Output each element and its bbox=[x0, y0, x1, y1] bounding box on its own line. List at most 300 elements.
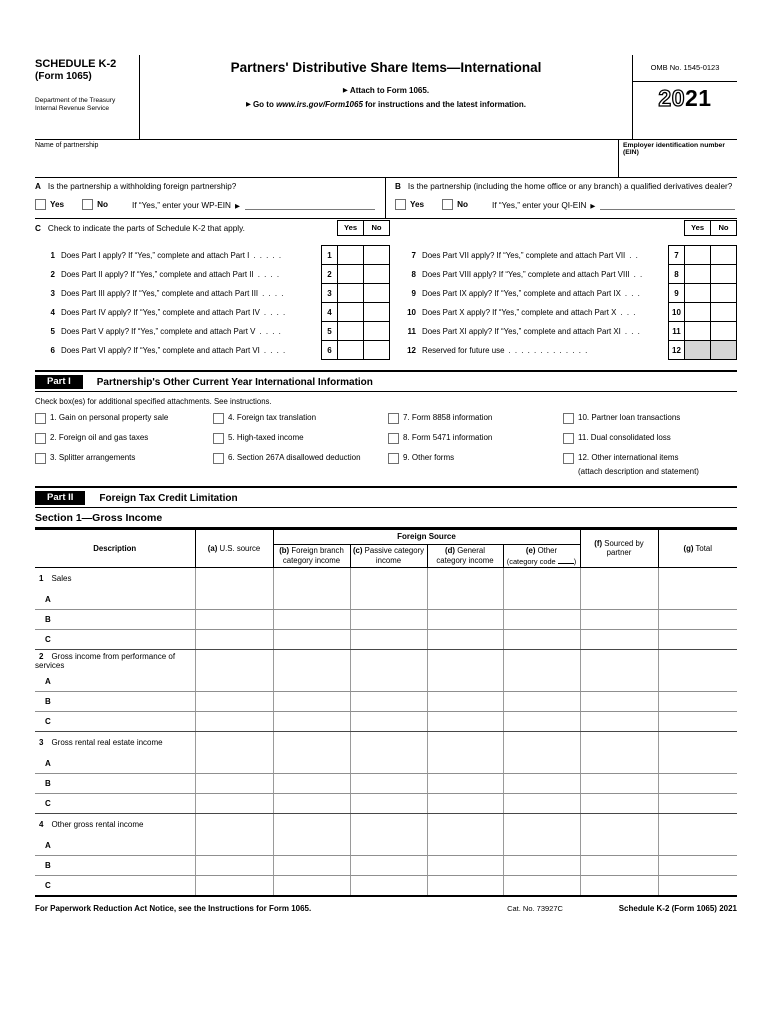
form-number: (Form 1065) bbox=[35, 70, 92, 82]
grid-cell[interactable] bbox=[273, 629, 350, 649]
no-cell[interactable] bbox=[711, 245, 737, 265]
question-a-no: No bbox=[82, 199, 108, 210]
question-text: Does Part X apply? If “Yes,” complete and attach Part X . . . bbox=[422, 307, 637, 317]
grid-cell[interactable] bbox=[503, 773, 580, 793]
grid-cell[interactable] bbox=[580, 731, 658, 754]
attachment-checkbox-1: 1. Gain on personal property sale bbox=[35, 413, 213, 424]
grid-cell[interactable] bbox=[273, 649, 350, 672]
checkbox[interactable] bbox=[388, 433, 399, 444]
grid-cell[interactable] bbox=[195, 567, 273, 590]
no-checkbox[interactable] bbox=[82, 199, 93, 210]
question-text: Does Part I apply? If “Yes,” complete and attach Part I . . . . . bbox=[61, 250, 283, 260]
omb-year-block bbox=[632, 55, 737, 139]
col-header-description: Description bbox=[35, 530, 195, 568]
checkbox[interactable] bbox=[35, 433, 46, 444]
grid-cell[interactable] bbox=[658, 875, 737, 896]
question-b-text: Is the partnership (including the home office or any branch) a qualified derivatives dealer? bbox=[407, 182, 733, 191]
agency-lines bbox=[35, 97, 139, 114]
question-text: Does Part VII apply? If “Yes,” complete and attach Part VII . . bbox=[422, 250, 639, 260]
checkbox[interactable] bbox=[35, 413, 46, 424]
table-row-2C bbox=[35, 711, 737, 731]
question-text: Does Part III apply? If “Yes,” complete and attach Part III . . . . bbox=[61, 288, 285, 298]
grid-cell[interactable] bbox=[195, 629, 273, 649]
part-ii-title: Foreign Tax Credit Limitation bbox=[99, 492, 238, 504]
grid-cell[interactable] bbox=[580, 691, 658, 711]
omb-number: OMB No. 1545-0123 bbox=[633, 55, 737, 82]
grid-cell[interactable] bbox=[273, 711, 350, 731]
checkbox[interactable] bbox=[213, 453, 224, 464]
grid-cell[interactable] bbox=[427, 567, 503, 590]
grid-cell[interactable] bbox=[427, 672, 503, 692]
grid-cell[interactable] bbox=[195, 773, 273, 793]
wp-ein-prompt: If “Yes,” enter your WP-EIN bbox=[132, 201, 231, 210]
grid-cell[interactable] bbox=[503, 691, 580, 711]
grid-cell[interactable] bbox=[427, 609, 503, 629]
page-title: Partners' Distributive Share Items—International bbox=[230, 60, 542, 75]
grid-cell[interactable] bbox=[350, 691, 427, 711]
yes-cell[interactable] bbox=[338, 321, 364, 341]
grid-cell[interactable] bbox=[427, 773, 503, 793]
question-text: Does Part VIII apply? If “Yes,” complete and attach Part VIII . . bbox=[422, 269, 644, 279]
part-apply-row-2: 2 Does Part II apply? If “Yes,” complete and attach Part II . . . . 2 bbox=[35, 264, 390, 284]
table-row-3A bbox=[35, 754, 737, 774]
grid-cell[interactable] bbox=[658, 836, 737, 856]
table-row-1C bbox=[35, 629, 737, 649]
grid-cell[interactable] bbox=[580, 672, 658, 692]
grid-cell[interactable] bbox=[427, 875, 503, 896]
col-header-passive: (c) Passive category income bbox=[350, 545, 427, 568]
grid-cell[interactable] bbox=[503, 731, 580, 754]
row-label: B bbox=[35, 855, 195, 875]
row-number-box: 2 bbox=[321, 264, 338, 284]
arrow-right-icon: ▶ bbox=[234, 203, 240, 210]
grid-cell[interactable] bbox=[427, 691, 503, 711]
form-id-block bbox=[35, 55, 140, 139]
grid-cell[interactable] bbox=[503, 793, 580, 813]
gross-income-table bbox=[35, 529, 737, 897]
grid-cell[interactable] bbox=[350, 731, 427, 754]
no-cell[interactable] bbox=[364, 283, 390, 303]
grid-cell[interactable] bbox=[350, 609, 427, 629]
attachment-checkbox-6: 6. Section 267A disallowed deduction bbox=[213, 453, 388, 476]
table-row-3 bbox=[35, 731, 737, 754]
grid-cell[interactable] bbox=[427, 590, 503, 610]
part-i-body bbox=[35, 397, 737, 488]
col-header-sourced-by-partner: (f) Sourced by partner bbox=[580, 530, 658, 568]
row-number-box: 11 bbox=[668, 321, 685, 341]
grid-cell[interactable] bbox=[658, 773, 737, 793]
attachment-checkbox-5: 5. High-taxed income bbox=[213, 433, 388, 444]
question-c-letter: C bbox=[35, 224, 41, 233]
checkbox[interactable] bbox=[213, 433, 224, 444]
checkbox[interactable] bbox=[388, 453, 399, 464]
part-ii-bar bbox=[35, 488, 737, 508]
question-a bbox=[35, 178, 385, 218]
table-row-3B bbox=[35, 773, 737, 793]
yes-cell[interactable] bbox=[685, 283, 711, 303]
grid-cell[interactable] bbox=[503, 590, 580, 610]
arrow-right-icon: ▶ bbox=[245, 101, 251, 108]
grid-cell[interactable] bbox=[503, 649, 580, 672]
attachment-checkbox-2: 2. Foreign oil and gas taxes bbox=[35, 433, 213, 444]
table-row-4B bbox=[35, 855, 737, 875]
checkbox[interactable] bbox=[213, 413, 224, 424]
grid-cell[interactable] bbox=[503, 875, 580, 896]
attachment-checkbox-9: 9. Other forms bbox=[388, 453, 563, 476]
row-label: C bbox=[35, 875, 195, 896]
grid-cell[interactable] bbox=[273, 754, 350, 774]
yes-checkbox[interactable] bbox=[395, 199, 406, 210]
row-number-box: 3 bbox=[321, 283, 338, 303]
no-cell[interactable] bbox=[711, 302, 737, 322]
yes-cell[interactable] bbox=[685, 264, 711, 284]
yes-cell[interactable] bbox=[338, 245, 364, 265]
agency-line1: Department of the Treasury bbox=[35, 96, 116, 104]
part-apply-row-6: 6 Does Part VI apply? If “Yes,” complete and attach Part VI . . . . 6 bbox=[35, 340, 390, 360]
grid-cell[interactable] bbox=[580, 836, 658, 856]
grid-cell[interactable] bbox=[580, 773, 658, 793]
catalog-number: Cat. No. 73927C bbox=[507, 903, 563, 913]
attachment-checkbox-8: 8. Form 5471 information bbox=[388, 433, 563, 444]
grid-cell[interactable] bbox=[580, 754, 658, 774]
part-apply-row-12: 12 Reserved for future use . . . . . . . . . . . . . 12 bbox=[390, 340, 737, 360]
grid-cell[interactable] bbox=[427, 855, 503, 875]
row-number-box: 1 bbox=[321, 245, 338, 265]
yes-cell-reserved bbox=[685, 340, 711, 360]
grid-cell[interactable] bbox=[580, 711, 658, 731]
grid-cell[interactable] bbox=[658, 629, 737, 649]
table-row-4A bbox=[35, 836, 737, 856]
table-row-3C bbox=[35, 793, 737, 813]
grid-cell[interactable] bbox=[195, 649, 273, 672]
form-footer-id: Schedule K-2 (Form 1065) 2021 bbox=[618, 903, 737, 913]
grid-cell[interactable] bbox=[503, 855, 580, 875]
question-text: Does Part II apply? If “Yes,” complete and attach Part II . . . . bbox=[61, 269, 281, 279]
part-i-title: Partnership's Other Current Year International Information bbox=[96, 376, 373, 388]
grid-cell[interactable] bbox=[350, 567, 427, 590]
qi-ein-input[interactable] bbox=[600, 199, 735, 210]
grid-cell[interactable] bbox=[195, 754, 273, 774]
goto-note: ▶ Go to www.irs.gov/Form1065 for instructions and the latest information. bbox=[245, 100, 527, 109]
col-header-other: (e) Other (category code ) bbox=[503, 545, 580, 568]
attachment-checkbox-3: 3. Splitter arrangements bbox=[35, 453, 213, 476]
col-header-us-source: (a) U.S. source bbox=[195, 530, 273, 568]
tax-year: 2021 bbox=[658, 85, 712, 111]
grid-cell[interactable] bbox=[658, 793, 737, 813]
part-apply-row-11: 11 Does Part XI apply? If “Yes,” complete and attach Part XI . . . 11 bbox=[390, 321, 737, 341]
paperwork-notice: For Paperwork Reduction Act Notice, see the Instructions for Form 1065. bbox=[35, 903, 312, 913]
grid-cell[interactable] bbox=[658, 649, 737, 672]
section-c-left bbox=[35, 219, 390, 370]
agency-line2: Internal Revenue Service bbox=[35, 105, 110, 113]
grid-cell[interactable] bbox=[350, 836, 427, 856]
yes-checkbox[interactable] bbox=[35, 199, 46, 210]
grid-cell[interactable] bbox=[273, 590, 350, 610]
col-header-general: (d) General category income bbox=[427, 545, 503, 568]
form-title-block bbox=[140, 55, 632, 139]
checkbox[interactable] bbox=[563, 453, 574, 464]
form-footer bbox=[35, 904, 737, 913]
grid-cell[interactable] bbox=[350, 813, 427, 836]
grid-cell[interactable] bbox=[350, 754, 427, 774]
attachment-checkbox-4: 4. Foreign tax translation bbox=[213, 413, 388, 424]
grid-cell[interactable] bbox=[658, 590, 737, 610]
grid-cell[interactable] bbox=[273, 855, 350, 875]
grid-cell[interactable] bbox=[350, 649, 427, 672]
grid-cell[interactable] bbox=[503, 629, 580, 649]
form-header bbox=[35, 55, 737, 140]
grid-cell[interactable] bbox=[580, 793, 658, 813]
grid-cell[interactable] bbox=[350, 855, 427, 875]
grid-cell[interactable] bbox=[350, 629, 427, 649]
part-apply-row-4: 4 Does Part IV apply? If “Yes,” complete and attach Part IV . . . . 4 bbox=[35, 302, 390, 322]
grid-cell[interactable] bbox=[427, 649, 503, 672]
grid-cell[interactable] bbox=[273, 691, 350, 711]
row-label: C bbox=[35, 711, 195, 731]
part-ii-label: Part II bbox=[35, 491, 85, 505]
grid-cell[interactable] bbox=[503, 711, 580, 731]
part-apply-row-9: 9 Does Part IX apply? If “Yes,” complete and attach Part IX . . . 9 bbox=[390, 283, 737, 303]
grid-cell[interactable] bbox=[580, 629, 658, 649]
grid-cell[interactable] bbox=[658, 609, 737, 629]
arrow-right-icon: ▶ bbox=[590, 203, 596, 210]
grid-cell[interactable] bbox=[273, 875, 350, 896]
grid-cell[interactable] bbox=[195, 691, 273, 711]
yes-cell[interactable] bbox=[338, 283, 364, 303]
grid-cell[interactable] bbox=[195, 813, 273, 836]
yes-no-header: Yes No bbox=[337, 220, 390, 236]
grid-cell[interactable] bbox=[195, 672, 273, 692]
grid-cell[interactable] bbox=[427, 813, 503, 836]
attachment-checkbox-11: 11. Dual consolidated loss bbox=[563, 433, 737, 444]
no-cell[interactable] bbox=[711, 321, 737, 341]
row-label: C bbox=[35, 793, 195, 813]
part-i-instruction: Check box(es) for additional specified attachments. See instructions. bbox=[35, 397, 272, 406]
row-label: 1 Sales bbox=[35, 567, 195, 590]
grid-cell[interactable] bbox=[350, 711, 427, 731]
grid-cell[interactable] bbox=[580, 649, 658, 672]
row-label: 3 Gross rental real estate income bbox=[35, 731, 195, 754]
grid-cell[interactable] bbox=[658, 691, 737, 711]
row-label: C bbox=[35, 629, 195, 649]
row-label: B bbox=[35, 609, 195, 629]
grid-cell[interactable] bbox=[350, 875, 427, 896]
part-i-bar bbox=[35, 372, 737, 392]
grid-cell[interactable] bbox=[580, 875, 658, 896]
part-i-label: Part I bbox=[35, 375, 83, 389]
arrow-right-icon: ▶ bbox=[342, 87, 348, 94]
row-label: B bbox=[35, 691, 195, 711]
row-number-box: 10 bbox=[668, 302, 685, 322]
row-label: 4 Other gross rental income bbox=[35, 813, 195, 836]
row-number-box: 4 bbox=[321, 302, 338, 322]
grid-cell[interactable] bbox=[503, 754, 580, 774]
grid-cell[interactable] bbox=[273, 773, 350, 793]
grid-cell[interactable] bbox=[658, 672, 737, 692]
grid-cell[interactable] bbox=[503, 836, 580, 856]
part-apply-row-7: 7 Does Part VII apply? If “Yes,” complete and attach Part VII . . 7 bbox=[390, 245, 737, 265]
grid-cell[interactable] bbox=[503, 672, 580, 692]
part-apply-row-8: 8 Does Part VIII apply? If “Yes,” complete and attach Part VIII . . 8 bbox=[390, 264, 737, 284]
attachment-checkbox-12: 12. Other international items (attach description and statement) bbox=[563, 453, 737, 476]
yes-cell[interactable] bbox=[685, 302, 711, 322]
attach-note: ▶ Attach to Form 1065. bbox=[342, 86, 430, 95]
row-number-box: 9 bbox=[668, 283, 685, 303]
col-header-foreign-source: Foreign Source bbox=[273, 530, 580, 545]
grid-cell[interactable] bbox=[273, 609, 350, 629]
grid-cell[interactable] bbox=[195, 590, 273, 610]
grid-cell[interactable] bbox=[658, 567, 737, 590]
row-number-box: 8 bbox=[668, 264, 685, 284]
question-a-yes: Yes bbox=[35, 199, 64, 210]
grid-cell[interactable] bbox=[658, 731, 737, 754]
col-header-total: (g) Total bbox=[658, 530, 737, 568]
row-label: A bbox=[35, 754, 195, 774]
grid-cell[interactable] bbox=[580, 609, 658, 629]
grid-cell[interactable] bbox=[427, 754, 503, 774]
grid-cell[interactable] bbox=[503, 813, 580, 836]
grid-cell[interactable] bbox=[273, 793, 350, 813]
question-a-text: Is the partnership a withholding foreign partnership? bbox=[47, 182, 237, 191]
attachment-checkbox-grid bbox=[35, 413, 737, 476]
grid-cell[interactable] bbox=[427, 836, 503, 856]
col-header-foreign-branch: (b) Foreign branch category income bbox=[273, 545, 350, 568]
yes-cell[interactable] bbox=[338, 340, 364, 360]
grid-cell[interactable] bbox=[273, 813, 350, 836]
yes-cell[interactable] bbox=[685, 321, 711, 341]
grid-cell[interactable] bbox=[273, 731, 350, 754]
row-label: A bbox=[35, 836, 195, 856]
grid-cell[interactable] bbox=[658, 754, 737, 774]
grid-cell[interactable] bbox=[195, 731, 273, 754]
row-number-box: 5 bbox=[321, 321, 338, 341]
grid-cell[interactable] bbox=[503, 567, 580, 590]
grid-cell[interactable] bbox=[503, 609, 580, 629]
table-row-1B bbox=[35, 609, 737, 629]
question-ab-row bbox=[35, 178, 737, 219]
schedule-name: SCHEDULE K-2 bbox=[35, 58, 117, 70]
grid-cell[interactable] bbox=[580, 590, 658, 610]
grid-cell[interactable] bbox=[273, 836, 350, 856]
attachment-checkbox-12-sub: (attach description and statement) bbox=[578, 467, 699, 476]
section-1-heading: Section 1—Gross Income bbox=[35, 508, 737, 529]
grid-cell[interactable] bbox=[350, 773, 427, 793]
question-b-no: No bbox=[442, 199, 468, 210]
part-apply-row-5: 5 Does Part V apply? If “Yes,” complete and attach Part V . . . . 5 bbox=[35, 321, 390, 341]
table-row-4C bbox=[35, 875, 737, 896]
grid-cell[interactable] bbox=[580, 567, 658, 590]
yes-cell[interactable] bbox=[338, 264, 364, 284]
attachment-checkbox-10: 10. Partner loan transactions bbox=[563, 413, 737, 424]
grid-cell[interactable] bbox=[195, 793, 273, 813]
yes-no-header: Yes No bbox=[684, 220, 737, 236]
yes-cell[interactable] bbox=[685, 245, 711, 265]
grid-cell[interactable] bbox=[658, 855, 737, 875]
grid-cell[interactable] bbox=[195, 875, 273, 896]
no-cell[interactable] bbox=[364, 321, 390, 341]
question-c-text: Check to indicate the parts of Schedule K-2 that apply. bbox=[47, 224, 245, 233]
checkbox[interactable] bbox=[388, 413, 399, 424]
no-cell[interactable] bbox=[364, 302, 390, 322]
table-row-1A bbox=[35, 590, 737, 610]
wp-ein-input[interactable] bbox=[245, 199, 375, 210]
row-label: A bbox=[35, 672, 195, 692]
question-text: Does Part XI apply? If “Yes,” complete and attach Part XI . . . bbox=[422, 326, 641, 336]
grid-cell[interactable] bbox=[427, 711, 503, 731]
checkbox[interactable] bbox=[563, 433, 574, 444]
grid-cell[interactable] bbox=[195, 836, 273, 856]
grid-cell[interactable] bbox=[658, 711, 737, 731]
question-text: Does Part VI apply? If “Yes,” complete and attach Part VI . . . . bbox=[61, 345, 287, 355]
grid-cell[interactable] bbox=[350, 590, 427, 610]
grid-cell[interactable] bbox=[195, 711, 273, 731]
grid-cell[interactable] bbox=[350, 672, 427, 692]
question-text: Does Part IX apply? If “Yes,” complete and attach Part IX . . . bbox=[422, 288, 641, 298]
grid-cell[interactable] bbox=[580, 855, 658, 875]
no-cell[interactable] bbox=[364, 340, 390, 360]
part-apply-row-10: 10 Does Part X apply? If “Yes,” complete and attach Part X . . . 10 bbox=[390, 302, 737, 322]
grid-cell[interactable] bbox=[427, 793, 503, 813]
part-apply-row-3: 3 Does Part III apply? If “Yes,” complete and attach Part III . . . . 3 bbox=[35, 283, 390, 303]
ein-field[interactable]: Employer identification number (EIN) bbox=[618, 140, 737, 177]
no-cell[interactable] bbox=[364, 245, 390, 265]
grid-cell[interactable] bbox=[273, 567, 350, 590]
yes-cell[interactable] bbox=[338, 302, 364, 322]
grid-cell[interactable] bbox=[195, 609, 273, 629]
attachment-checkbox-7: 7. Form 8858 information bbox=[388, 413, 563, 424]
row-label: 2 Gross income from performance of services bbox=[35, 649, 195, 672]
question-b-letter: B bbox=[395, 182, 401, 191]
question-b-yes: Yes bbox=[395, 199, 424, 210]
table-row-2 bbox=[35, 649, 737, 672]
table-row-1 bbox=[35, 567, 737, 590]
row-label: B bbox=[35, 773, 195, 793]
checkbox[interactable] bbox=[35, 453, 46, 464]
section-c bbox=[35, 219, 737, 372]
grid-cell[interactable] bbox=[427, 731, 503, 754]
checkbox[interactable] bbox=[563, 413, 574, 424]
grid-cell[interactable] bbox=[273, 672, 350, 692]
row-label: A bbox=[35, 590, 195, 610]
irs-url-link[interactable]: www.irs.gov/Form1065 bbox=[276, 100, 363, 109]
qi-ein-prompt: If “Yes,” enter your QI-EIN bbox=[492, 201, 587, 210]
question-text: Does Part V apply? If “Yes,” complete and attach Part V . . . . bbox=[61, 326, 282, 336]
no-cell[interactable] bbox=[711, 264, 737, 284]
part-apply-row-1: 1 Does Part I apply? If “Yes,” complete and attach Part I . . . . . 1 bbox=[35, 245, 390, 265]
table-row-2B bbox=[35, 691, 737, 711]
row-number-box: 6 bbox=[321, 340, 338, 360]
grid-cell[interactable] bbox=[580, 813, 658, 836]
question-a-letter: A bbox=[35, 182, 41, 191]
partnership-name-field[interactable]: Name of partnership bbox=[35, 142, 99, 149]
question-b bbox=[385, 178, 737, 218]
no-cell-reserved bbox=[711, 340, 737, 360]
no-cell[interactable] bbox=[711, 283, 737, 303]
category-code-blank[interactable] bbox=[558, 556, 574, 564]
no-cell[interactable] bbox=[364, 264, 390, 284]
question-text: Reserved for future use . . . . . . . . . . . . . bbox=[422, 345, 589, 355]
grid-cell[interactable] bbox=[195, 855, 273, 875]
question-text: Does Part IV apply? If “Yes,” complete and attach Part IV . . . . bbox=[61, 307, 287, 317]
grid-cell[interactable] bbox=[427, 629, 503, 649]
grid-cell[interactable] bbox=[350, 793, 427, 813]
grid-cell[interactable] bbox=[658, 813, 737, 836]
row-number-box: 12 bbox=[668, 340, 685, 360]
identification-row bbox=[35, 140, 737, 178]
no-checkbox[interactable] bbox=[442, 199, 453, 210]
row-number-box: 7 bbox=[668, 245, 685, 265]
table-row-4 bbox=[35, 813, 737, 836]
